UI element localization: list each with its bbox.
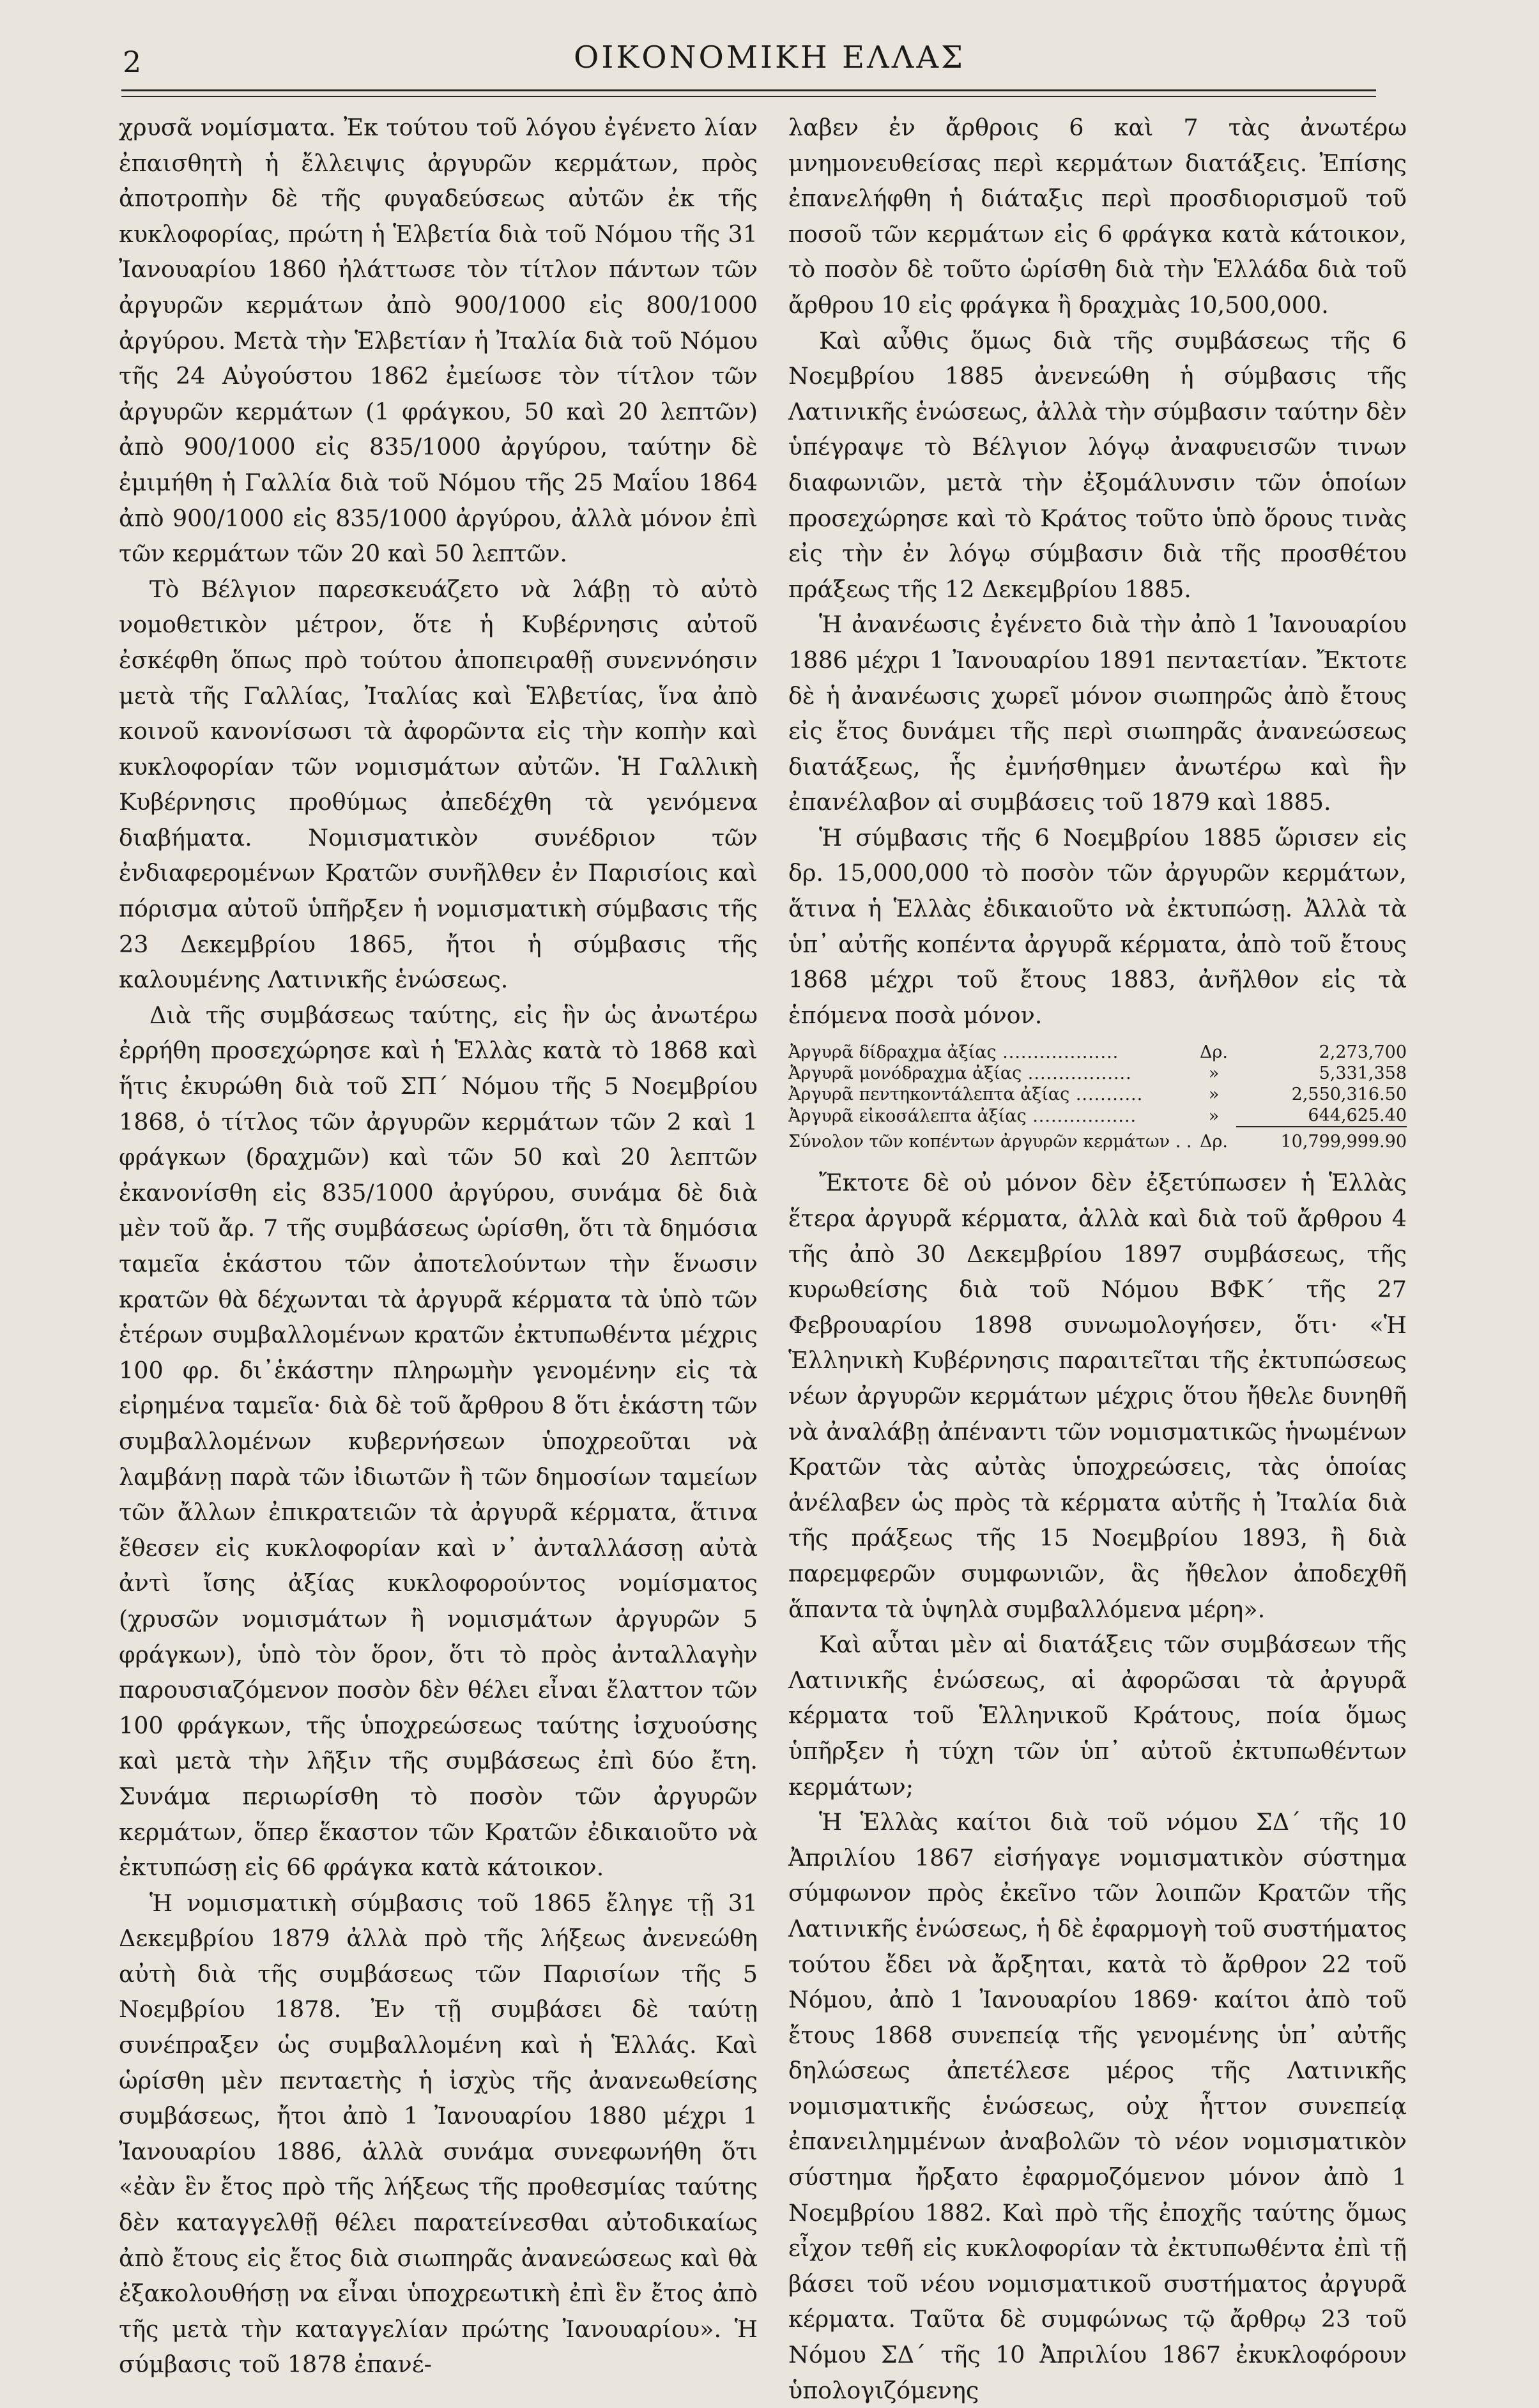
leader-dots: ................... (996, 1042, 1119, 1063)
coin-currency: » (1208, 1106, 1220, 1127)
left-column (119, 110, 758, 2382)
paragraph: λαβεν ἐν ἄρθροις 6 καὶ 7 τὰς ἀνωτέρω μνημονευθείσας περὶ κερμάτων διατάξεις. Ἐπίσης ἐπανελήφθη ἡ διάταξις περὶ προσδιορισμοῦ τοῦ ποσοῦ τῶν κερμάτων εἰς 6 φράγκα κατὰ κάτοικον, τὸ ποσὸν δὲ τοῦτο ὡρίσθη διὰ τὴν Ἑλλάδα διὰ τοῦ ἄρθρου 10 εἰς φράγκα ἢ δραχμὰς 10,500,000. (788, 114, 1407, 319)
paragraph: Καὶ αὗται μὲν αἱ διατάξεις τῶν συμβάσεων τῆς Λατινικῆς ἑνώσεως, αἱ ἀφορῶσαι τὰ ἀργυρᾶ κέρματα τοῦ Ἑλληνικοῦ Κράτους, ποία ὅμως ὑπῆρξεν ἡ τύχη τῶν ὑπ᾽ αὐτοῦ ἐκτυπωθέντων κερμάτων; (788, 1631, 1407, 1801)
paragraph: Ἔκτοτε δὲ οὐ μόνον δὲν ἐξετύπωσεν ἡ Ἑλλὰς ἕτερα ἀργυρᾶ κέρματα, ἀλλὰ καὶ διὰ τοῦ ἄρθρου 4 τῆς ἀπὸ 30 Δεκεμβρίου 1897 συμβάσεως, τῆς κυρωθείσης διὰ τοῦ Νόμου ΒΦΚ´ τῆς 27 Φεβρουαρίου 1898 συνωμολογήσεν, ὅτι· «Ἡ Ἑλληνικὴ Κυβέρνησις παραιτεῖται τῆς ἐκτυπώσεως νέων ἀργυρῶν κερμάτων μέχρις ὅτου ἤθελε δυνηθῆ νὰ ἀναλάβῃ ἀπέναντι τῶν νομισματικῶς ἡνωμένων Κρατῶν τὰς αὐτὰς ὑποχρεώσεις, τὰς ὁποίας ἀνέλαβεν ὡς πρὸς τὰ κέρματα αὐτῆς ἡ Ἰταλία διὰ τῆς πράξεως τῆς 15 Νοεμβρίου 1893, ἢ διὰ παρεμφερῶν συμφωνιῶν, ἃς ἤθελον ἀποδεχθῆ ἅπαντα τὰ ὑψηλὰ συμβαλλόμενα μέρη». (788, 1169, 1407, 1623)
coin-currency: » (1208, 1085, 1220, 1105)
table-row (788, 1084, 1407, 1105)
page-number: 2 (123, 45, 142, 79)
header-rule (121, 89, 1376, 91)
coin-amount: 2,273,700 (1319, 1042, 1407, 1063)
coin-label: Ἀργυρᾶ εἰκοσάλεπτα ἀξίας (788, 1106, 1027, 1127)
coin-currency: » (1208, 1063, 1220, 1084)
paragraph: Ἡ νομισματικὴ σύμβασις τοῦ 1865 ἔληγε τῇ 31 Δεκεμβρίου 1879 ἀλλὰ πρὸ τῆς λήξεως ἀνενεώθη αὐτὴ διὰ τῆς συμβάσεως τῶν Παρισίων τῆς 5 Νοεμβρίου 1878. Ἐν τῇ συμβάσει δὲ ταύτῃ συνέπραξεν ὡς συμβαλλομένη καὶ ἡ Ἑλλάς. Καὶ ὡρίσθη μὲν πενταετὴς ἡ ἰσχὺς τῆς ἀνανεωθείσης συμβάσεως, ἤτοι ἀπὸ 1 Ἰανουαρίου 1880 μέχρι 1 Ἰανουαρίου 1886, ἀλλὰ συνάμα συνεφωνήθη ὅτι «ἐὰν ἓν ἔτος πρὸ τῆς λήξεως τῆς προθεσμίας ταύτης δὲν καταγγελθῇ θέλει παρατείνεσθαι αὐτοδικαίως ἀπὸ ἔτους εἰς ἔτος διὰ σιωπηρᾶς ἀνανεώσεως καὶ θὰ ἐξακολουθήσῃ να εἶναι ὑποχρεωτικὴ ἐπὶ ἓν ἔτος ἀπὸ τῆς μετὰ τὴν καταγγελίαν πρώτης Ἰανουαρίου». Ἡ σύμβασις τοῦ 1878 ἐπανέ- (119, 1889, 758, 2379)
leader-dots: ........... (1069, 1085, 1144, 1105)
paragraph: Διὰ τῆς συμβάσεως ταύτης, εἰς ἣν ὡς ἀνωτέρω ἐρρήθη προσεχώρησε καὶ ἡ Ἑλλὰς κατὰ τὸ 1868 καὶ ἥτις ἐκυρώθη διὰ τοῦ ΣΠ´ Νόμου τῆς 5 Νοεμβρίου 1868, ὁ τίτλος τῶν ἀργυρῶν κερμάτων τῶν 2 καὶ 1 φράγκων (δραχμῶν) καὶ τῶν 50 καὶ 20 λεπτῶν ἐκανονίσθη εἰς 835/1000 ἀργύρου, συνάμα δὲ διὰ μὲν τοῦ ἄρ. 7 τῆς συμβάσεως ὡρίσθη, ὅτι τὰ δημόσια ταμεῖα ἑκάστου τῶν ἀποτελούντων τὴν ἕνωσιν κρατῶν θὰ δέχωνται τὰ ἀργυρᾶ κέρματα τὰ ὑπὸ τῶν ἑτέρων συμβαλλομένων κρατῶν ἐκτυπωθέντα μέχρις 100 φρ. δι᾽ἑκάστην πληρωμὴν γενομένην εἰς τὰ εἰρημένα ταμεῖα· διὰ δὲ τοῦ ἄρθρου 8 ὅτι ἑκάστη τῶν συμβαλλομένων κυβερνήσεων ὑποχρεοῦται νὰ λαμβάνῃ παρὰ τῶν ἰδιωτῶν ἢ τῶν δημοσίων ταμείων τῶν ἄλλων ἐπικρατειῶν τὰ ἀργυρᾶ κέρματα, ἅτινα ἔθεσεν εἰς κυκλοφορίαν καὶ ν᾽ ἀνταλλάσσῃ αὐτὰ ἀντὶ ἴσης ἀξίας κυκλοφορούντος νομίσματος (χρυσῶν νομισμάτων ἢ νομισμάτων ἀργυρῶν 5 φράγκων), ὑπὸ τὸν ὅρον, ὅτι τὸ πρὸς ἀνταλλαγὴν παρουσιαζόμενον ποσὸν δὲν θέλει εἶναι ἔλαττον τῶν 100 φράγκων, τῆς ὑποχρεώσεως ταύτης ἰσχυούσης καὶ μετὰ τὴν λῆξιν τῆς συμβάσεως ἐπὶ δύο ἔτη. Συνάμα περιωρίσθη τὸ ποσὸν τῶν ἀργυρῶν κερμάτων, ὅπερ ἕκαστον τῶν Κρατῶν ἐδικαιοῦτο νὰ ἐκτυπώσῃ εἰς 66 φράγκα κατὰ κάτοικον. (119, 1001, 758, 1882)
leader-dots: ................. (1022, 1063, 1132, 1084)
paragraph: Καὶ αὖθις ὅμως διὰ τῆς συμβάσεως τῆς 6 Νοεμβρίου 1885 ἀνενεώθη ἡ σύμβασις τῆς Λατινικῆς ἑνώσεως, ἀλλὰ τὴν σύμβασιν ταύτην δὲν ὑπέγραψε τὸ Βέλγιον λόγῳ ἀναφυεισῶν τινων διαφωνιῶν, μετὰ τὴν ἐξομάλυνσιν τῶν ὁποίων προσεχώρησε καὶ τὸ Κράτος τοῦτο ὑπὸ ὅρους τινὰς εἰς τὴν ἐν λόγῳ σύμβασιν διὰ τῆς προσθέτου πράξεως τῆς 12 Δεκεμβρίου 1885. (788, 326, 1407, 603)
total-label: Σύνολον τῶν κοπέντων ἀργυρῶν κερμάτων . . (788, 1132, 1192, 1152)
running-head-title: ΟΙΚΟΝΟΜΙΚΗ ΕΛΛΑΣ (574, 40, 965, 75)
table-row (788, 1105, 1407, 1127)
paragraph: Ἡ σύμβασις τῆς 6 Νοεμβρίου 1885 ὥρισεν εἰς δρ. 15,000,000 τὸ ποσὸν τῶν ἀργυρῶν κερμάτων, ἅτινα ἡ Ἑλλὰς ἐδικαιοῦτο νὰ ἐκτυπώσῃ. Ἀλλὰ τὰ ὑπ᾽ αὐτῆς κοπέντα ἀργυρᾶ κέρματα, ἀπὸ τοῦ ἔτους 1868 μέχρι τοῦ ἔτους 1883, ἀνῆλθον εἰς τὰ ἑπόμενα ποσὰ μόνον. (788, 823, 1407, 1029)
total-amount: 10,799,999.90 (1236, 1127, 1407, 1152)
silver-coins-table (788, 1042, 1407, 1152)
table-row (788, 1063, 1407, 1084)
paragraph: Τὸ Βέλγιον παρεσκευάζετο νὰ λάβῃ τὸ αὐτὸ νομοθετικὸν μέτρον, ὅτε ἡ Κυβέρνησις αὐτοῦ ἐσκέφθη ὅπως πρὸ τούτου ἀποπειραθῇ συνεννόησιν μετὰ τῆς Γαλλίας, Ἰταλίας καὶ Ἑλβετίας, ἵνα ἀπὸ κοινοῦ κανονίσωσι τὰ ἀφορῶντα εἰς τὴν κοπὴν καὶ κυκλοφορίαν τῶν νομισμάτων αὐτῶν. Ἡ Γαλλικὴ Κυβέρνησις προθύμως ἀπεδέχθη τὰ γενόμενα διαβήματα. Νομισματικὸν συνέδριον τῶν ἐνδιαφερομένων Κρατῶν συνῆλθεν ἐν Παρισίοις καὶ πόρισμα αὐτοῦ ὑπῆρξεν ἡ νομισματικὴ σύμβασις τῆς 23 Δεκεμβρίου 1865, ἤτοι ἡ σύμβασις τῆς καλουμένης Λατινικῆς ἑνώσεως. (119, 575, 758, 994)
coin-currency: Δρ. (1200, 1042, 1229, 1063)
paragraph: Ἡ ἀνανέωσις ἐγένετο διὰ τὴν ἀπὸ 1 Ἰανουαρίου 1886 μέχρι 1 Ἰανουαρίου 1891 πενταετίαν. Ἔκτοτε δὲ ἡ ἀνανέωσις χωρεῖ μόνον σιωπηρῶς ἀπὸ ἔτους εἰς ἔτος δυνάμει τῆς περὶ σιωπηρᾶς ἀνανεώσεως διατάξεως, ἧς ἐμνήσθημεν ἀνωτέρω καὶ ἣν ἐπανέλαβον αἱ συμβάσεις τοῦ 1879 καὶ 1885. (788, 611, 1407, 816)
total-currency: Δρ. (1200, 1132, 1229, 1152)
coin-label: Ἀργυρᾶ δίδραχμα ἀξίας (788, 1042, 997, 1063)
header-rule-thin (121, 96, 1376, 97)
table-row (788, 1042, 1407, 1063)
leader-dots: ................. (1026, 1106, 1137, 1127)
coin-amount: 2,550,316.50 (1291, 1085, 1407, 1105)
paragraph: χρυσᾶ νομίσματα. Ἐκ τούτου τοῦ λόγου ἐγένετο λίαν ἐπαισθητὴ ἡ ἔλλειψις ἀργυρῶν κερμάτων, πρὸς ἀποτροπὴν δὲ τῆς φυγαδεύσεως αὐτῶν ἐκ τῆς κυκλοφορίας, πρώτη ἡ Ἑλβετία διὰ τοῦ Νόμου τῆς 31 Ἰανουαρίου 1860 ἠλάττωσε τὸν τίτλον πάντων τῶν ἀργυρῶν κερμάτων ἀπὸ 900/1000 εἰς 800/1000 ἀργύρου. Μετὰ τὴν Ἑλβετίαν ἡ Ἰταλία διὰ τοῦ Νόμου τῆς 24 Αὐγούστου 1862 ἐμείωσε τὸν τίτλον τῶν ἀργυρῶν κερμάτων (1 φράγκου, 50 καὶ 20 λεπτῶν) ἀπὸ 900/1000 εἰς 835/1000 ἀργύρου, ταύτην δὲ ἐμιμήθη ἡ Γαλλία διὰ τοῦ Νόμου τῆς 25 Μαΐου 1864 ἀπὸ 900/1000 εἰς 835/1000 ἀργύρου, ἀλλὰ μόνον ἐπὶ τῶν κερμάτων τῶν 20 καὶ 50 λεπτῶν. (119, 114, 758, 568)
right-column (788, 110, 1407, 2408)
coin-label: Ἀργυρᾶ πεντηκοντάλεπτα ἀξίας (788, 1085, 1070, 1105)
coin-amount: 5,331,358 (1319, 1063, 1407, 1084)
table-total-row (788, 1127, 1407, 1152)
coin-amount: 644,625.40 (1308, 1106, 1407, 1126)
paragraph: Ἡ Ἑλλὰς καίτοι διὰ τοῦ νόμου ΣΔ´ τῆς 10 Ἀπριλίου 1867 εἰσήγαγε νομισματικὸν σύστημα σύμφωνον πρὸς ἐκεῖνο τῶν λοιπῶν Κρατῶν τῆς Λατινικῆς ἑνώσεως, ἡ δὲ ἐφαρμογὴ τοῦ συστήματος τούτου ἔδει νὰ ἄρξηται, κατὰ τὸ ἄρθρον 22 τοῦ Νόμου, ἀπὸ 1 Ἰανουαρίου 1869· καίτοι ἀπὸ τοῦ ἔτους 1868 συνεπείᾳ τῆς γενομένης ὑπ᾽ αὐτῆς δηλώσεως ἀπετέλεσε μέρος τῆς Λατινικῆς νομισματικῆς ἑνώσεως, οὐχ ἧττον συνεπείᾳ ἐπανειλημμένων ἀναβολῶν τὸ νέον νομισματικὸν σύστημα ἤρξατο ἐφαρμοζόμενον μόνον ἀπὸ 1 Νοεμβρίου 1882. Καὶ πρὸ τῆς ἐποχῆς ταύτης ὅμως εἶχον τεθῆ εἰς κυκλοφορίαν τὰ ἐκτυπωθέντα ἐπὶ τῇ βάσει τοῦ νέου νομισματικοῦ συστήματος ἀργυρᾶ κέρματα. Ταῦτα δὲ συμφώνως τῷ ἄρθρῳ 23 τοῦ Νόμου ΣΔ´ τῆς 10 Ἀπριλίου 1867 ἐκυκλοφόρουν ὑπολογιζόμενης (788, 1808, 1407, 2404)
coin-label: Ἀργυρᾶ μονόδραχμα ἀξίας (788, 1063, 1022, 1084)
